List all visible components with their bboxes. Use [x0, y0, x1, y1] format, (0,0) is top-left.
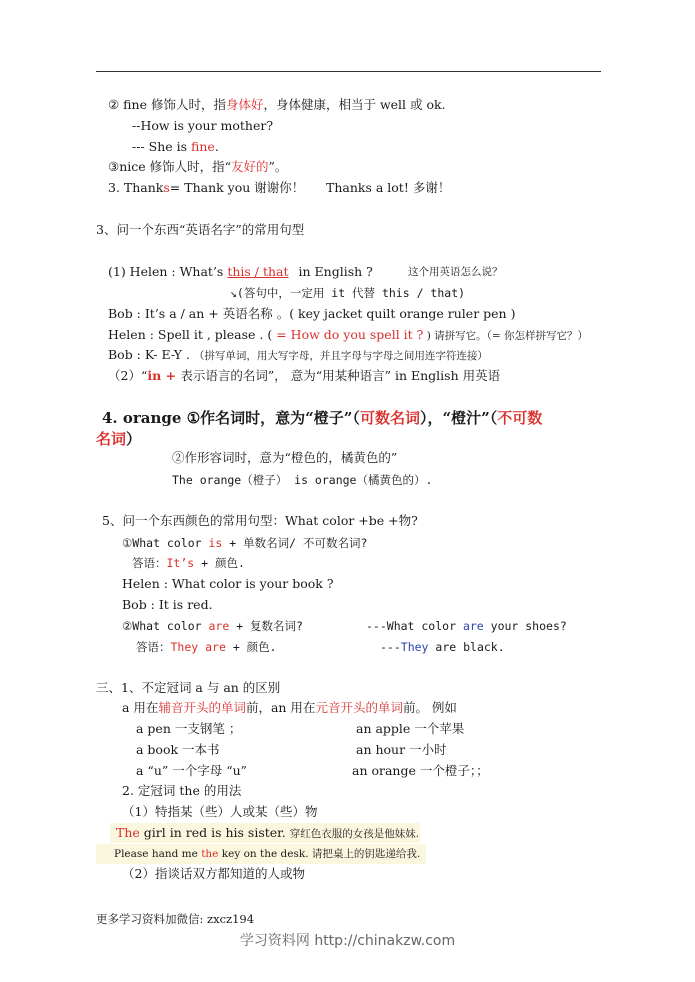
highlight-text: 可数名词	[359, 409, 420, 427]
highlight-text: 辅音开头的单词	[158, 700, 246, 715]
text-line: The orange（橙子） is orange（橘黄色的）.	[172, 473, 433, 487]
text: 前，an 用在	[245, 700, 316, 715]
text-line: ②作形容词时，意为“橙色的，橘黄色的”	[172, 450, 398, 465]
text-line	[114, 846, 420, 862]
text-line: （1）特指某（些）人或某（些）物	[122, 804, 318, 819]
text: 橙汁	[451, 409, 482, 427]
footer-note: 更多学习资料加微信: zxcz194	[96, 912, 255, 926]
text-line: ↘(答句中，一定用 it 代替 this / that)	[230, 286, 466, 300]
text: ③nice 修饰人时，指“	[108, 159, 232, 174]
text: ①What color	[122, 536, 209, 550]
text: 表示语言的名词”， 意为“用某种语言” in English 用英语	[180, 368, 501, 383]
text: ）	[126, 430, 142, 448]
text: key on the desk.	[218, 848, 312, 860]
section-heading	[102, 408, 542, 428]
text-line	[108, 327, 588, 344]
highlight-text: 身体好	[225, 97, 264, 112]
text-line	[132, 139, 219, 155]
text: ①作名词时，意为“	[181, 409, 314, 427]
highlight-text: 友好的	[231, 159, 269, 174]
text: ---What color	[366, 619, 463, 633]
text: ---	[380, 640, 401, 654]
highlight-text: 元音开头的单词	[315, 700, 403, 715]
highlight-text: It’s	[166, 556, 195, 570]
text-line: a book 一本书	[136, 742, 220, 757]
section-heading: 3、问一个东西“英语名字”的常用句型	[96, 222, 305, 237]
text-line	[108, 368, 500, 384]
highlight-text: s	[163, 180, 170, 195]
text: ），“	[419, 409, 452, 427]
highlight-text: this / that	[227, 264, 289, 279]
text-line	[116, 825, 419, 842]
text: + 单数名词/ 不可数名词?	[222, 536, 368, 550]
text: Please hand me	[114, 848, 202, 860]
text-line	[366, 618, 567, 634]
text-line: Bob : It’s a / an + 英语名称 。( key jacket quilt orange ruler pen )	[108, 306, 516, 321]
text-line	[122, 535, 367, 551]
text: 穿红色衣服的女孩是他妹妹.	[289, 828, 420, 840]
text: --- She is	[132, 139, 192, 154]
text: ”（	[343, 409, 360, 427]
highlight-text: They	[400, 640, 429, 654]
text-line	[132, 555, 245, 571]
text-line: an apple 一个苹果	[356, 721, 465, 736]
text: a 用在	[122, 700, 159, 715]
text: Helen : Spell it , please . (	[108, 327, 277, 342]
text: .	[214, 139, 219, 154]
text: 请把桌上的钥匙递给我.	[311, 848, 421, 860]
text: 答语：	[132, 556, 167, 570]
text-line	[122, 700, 457, 716]
highlight-text: are	[208, 619, 230, 633]
highlight-text: the	[201, 848, 219, 860]
text: ，身体健康，相当于 well 或 ok.	[263, 97, 446, 112]
highlight-text: 名词	[96, 430, 127, 448]
text-line: 2. 定冠词 the 的用法	[122, 783, 242, 798]
text: 橙子	[313, 409, 344, 427]
text-line: a pen 一支钢笔 ；	[136, 721, 242, 736]
text-line	[380, 639, 505, 655]
text-line	[108, 347, 488, 364]
text: are black.	[428, 640, 505, 654]
highlight-text: 不可数	[497, 409, 543, 427]
text: + 复数名词?	[229, 619, 303, 633]
text-line: Bob : It is red.	[122, 597, 213, 612]
section-heading: 三、1、不定冠词 a 与 an 的区别	[96, 680, 281, 695]
header-rule	[96, 71, 601, 72]
highlight-text: are	[462, 619, 484, 633]
text: ②What color	[122, 619, 209, 633]
text-line: an hour 一小时	[356, 742, 447, 757]
text: (1) Helen : What’s	[108, 264, 228, 279]
highlight-text: in +	[147, 368, 181, 383]
text: + 颜色.	[225, 640, 277, 654]
highlight-text: They are	[170, 640, 226, 654]
text-line	[108, 264, 373, 280]
section-heading: 5、问一个东西颜色的常用句型：What color +be +物?	[102, 513, 418, 528]
text-line: Helen : What color is your book ?	[122, 576, 334, 591]
section-heading-cont	[96, 429, 141, 449]
text: Bob : K- E-Y .	[108, 347, 194, 362]
text-line: a “u” 一个字母 “u”	[136, 763, 248, 778]
highlight-text: fine	[191, 139, 215, 154]
text: 前。 例如	[402, 700, 457, 715]
text: ) 请拼写它。（= 你怎样拼写它？）	[423, 330, 589, 342]
text: 3. Thank	[108, 180, 164, 195]
text: your shoes?	[483, 619, 567, 633]
text: ② fine 修饰人时，指	[108, 97, 226, 112]
highlight-text: = How do you spell it ?	[276, 327, 424, 342]
text-line: （2）指谈话双方都知道的人或物	[122, 866, 305, 881]
text: （2）“	[108, 368, 148, 383]
text: 4.	[102, 409, 123, 427]
text-line: Thanks a lot! 多谢！	[326, 180, 451, 195]
text: orange	[122, 409, 182, 427]
text: girl in red is his sister.	[139, 825, 290, 840]
text: （拼写单词，用大写字母，并且字母与字母之间用连字符连接）	[193, 350, 488, 362]
text-line: 这个用英语怎么说？	[408, 266, 503, 278]
text: in English ?	[298, 264, 373, 279]
text-line	[122, 618, 303, 634]
text-line	[108, 159, 287, 175]
text: 答语：	[136, 640, 171, 654]
text: = Thank you 谢谢你！	[169, 180, 305, 195]
text-line	[108, 180, 304, 196]
text: ”（	[481, 409, 498, 427]
highlight-text: The	[116, 825, 140, 840]
text-line	[136, 639, 277, 655]
watermark: 学习资料网 http://chinakzw.com	[239, 933, 456, 949]
text-line	[108, 97, 446, 113]
text: ”。	[268, 159, 288, 174]
text: + 颜色.	[194, 556, 245, 570]
highlight-text: is	[208, 536, 223, 550]
text-line: --How is your mother?	[132, 118, 274, 133]
text-line: an orange 一个橙子；；	[352, 763, 489, 778]
